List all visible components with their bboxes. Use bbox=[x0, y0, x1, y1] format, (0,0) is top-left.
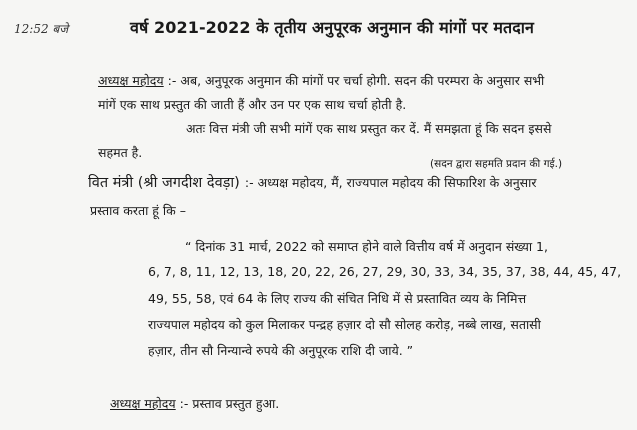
speaker-line-2 bbox=[110, 395, 279, 412]
paragraph-text: :- प्रस्ताव प्रस्तुत हुआ. bbox=[179, 396, 280, 411]
minister-line bbox=[88, 172, 536, 192]
speaker-separator: :- bbox=[167, 73, 177, 88]
minister-name: वित मंत्री (श्री जगदीश देवड़ा) bbox=[88, 175, 240, 191]
speaker-name: अध्यक्ष महोदय bbox=[110, 396, 176, 411]
handwritten-time-note: 12:52 बजे bbox=[14, 22, 69, 36]
paragraph-line: अतः वित्त मंत्री जी सभी मांगें एक साथ प्रस्तुत कर दें. मैं समझता हूं कि सदन इससे bbox=[186, 121, 552, 136]
paragraph-line: सहमत है. bbox=[98, 145, 143, 160]
consent-note: (सदन द्वारा सहमति प्रदान की गई.) bbox=[430, 158, 563, 170]
paragraph-text: :- अध्यक्ष महोदय, मैं, राज्यपाल महोदय की सिफारिश के अनुसार bbox=[244, 175, 537, 190]
paragraph-line: मांगें एक साथ प्रस्तुत की जाती हैं और उन पर एक साथ चर्चा होती है. bbox=[98, 97, 407, 112]
paragraph-text: अब, अनुपूरक अनुमान की मांगों पर चर्चा होगी. सदन की परम्परा के अनुसार सभी bbox=[180, 73, 545, 88]
paragraph-line: प्रस्ताव करता हूं कि – bbox=[90, 203, 186, 218]
speaker-line-1 bbox=[98, 72, 544, 89]
page-title: वर्ष 2021-2022 के तृतीय अनुपूरक अनुमान की मांगों पर मतदान bbox=[130, 18, 534, 37]
quote-line: 49, 55, 58, एवं 64 के लिए राज्य की संचित निधि में से प्रस्तावित व्यय के निमित्त bbox=[148, 291, 527, 306]
quote-line: “ दिनांक 31 मार्च, 2022 को समाप्त होने वाले वित्तीय वर्ष में अनुदान संख्या 1, bbox=[185, 239, 548, 254]
speaker-name: अध्यक्ष महोदय bbox=[98, 73, 164, 88]
quote-line: 6, 7, 8, 11, 12, 13, 18, 20, 22, 26, 27, 29, 30, 33, 34, 35, 37, 38, 44, 45, 47, bbox=[148, 264, 622, 279]
quote-line: हज़ार, तीन सौ निन्यान्वे रुपये की अनुपूरक राशि दी जाये. ” bbox=[148, 343, 414, 358]
quote-line: राज्यपाल महोदय को कुल मिलाकर पन्द्रह हज़ार दो सौ सोलह करोड़, नब्बे लाख, सतासी bbox=[148, 317, 541, 332]
